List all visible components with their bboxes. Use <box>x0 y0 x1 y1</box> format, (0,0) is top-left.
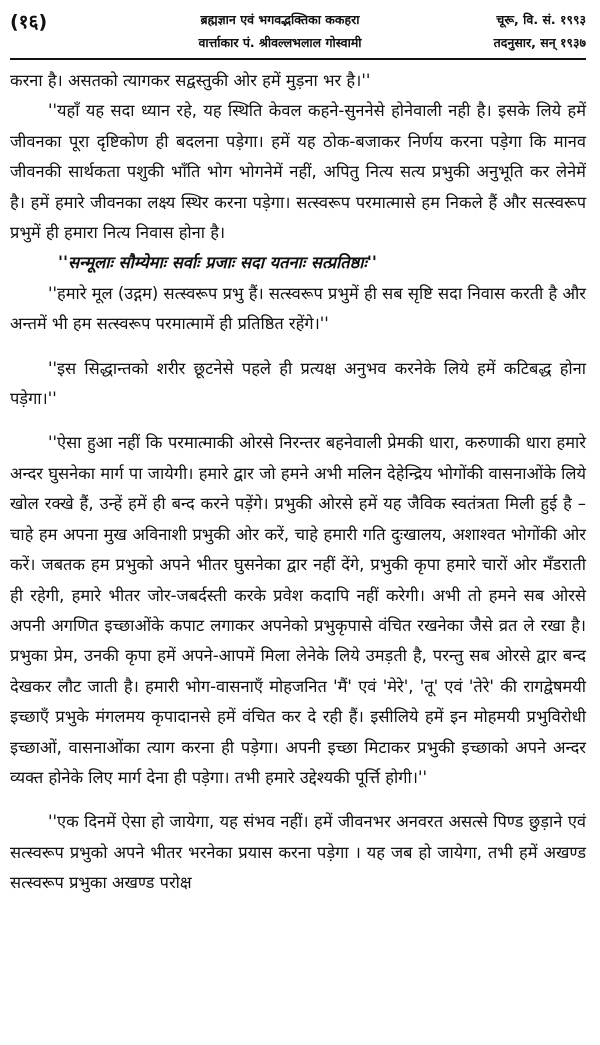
paragraph: ''इस सिद्धान्तको शरीर छूटनेसे पहले ही प्रत्यक्ष अनुभव करनेके लिये हमें कटिबद्ध होना पड़ेगा।'' <box>10 358 586 409</box>
speaker-credit: वार्त्ताकार पं. श्रीवल्लभलाल गोस्वामी <box>198 35 362 50</box>
paragraph: ''एक दिनमें ऐसा हो जायेगा, यह संभव नहीं। हमें जीवनभर अनवरत असत्से पिण्ड छुड़ाने एवं सत्स्वरूप प्रभुको अपने भीतर भरनेका प्रयास करना पड़ेगा । यह जब हो जायेगा, तभी हमें अखण्ड सत्स्वरूप प्रभुका अखण्ड परोक्ष <box>10 812 586 893</box>
book-title: ब्रह्मज्ञान एवं भगवद्भक्तिका ककहरा <box>200 12 360 27</box>
date-line-year: तदनुसार, सन् १९३७ <box>493 35 586 50</box>
sanskrit-verse: ''सन्मूलाः सौम्येमाः सर्वाः प्रजाः सदा यतनाः सत्प्रतिष्ठाः'' <box>58 253 377 273</box>
page-body <box>10 66 586 899</box>
page-number: (१६) <box>10 11 48 33</box>
page-header <box>10 6 586 58</box>
paragraph: ''हमारे मूल (उद्गम) सत्स्वरूप प्रभु हैं। सत्स्वरूप प्रभुमें ही सब सृष्टि सदा निवास करती है और अन्तमें भी हम सत्स्वरूप परमात्मामें ही प्रतिष्ठित रहेंगे।'' <box>10 283 586 334</box>
header-title-block <box>130 8 430 54</box>
header-rule <box>10 58 586 60</box>
paragraph-continuation: करना है। असतको त्यागकर सद्वस्तुकी ओर हमें मुड़ना भर है।'' <box>10 71 371 90</box>
paragraph: ''यहाँ यह सदा ध्यान रहे, यह स्थिति केवल कहने-सुननेसे होनेवाली नही है। इसके लिये हमें जीवनका पूरा दृष्टिकोण ही बदलना पड़ेगा। हमें यह ठोक-बजाकर निर्णय करना पड़ेगा कि मानव जीवनकी सार्थकता पशुकी भाँति भोग भोगनेमें नहीं, अपितु नित्य सत्य प्रभुकी अनुभूति कर लेनेमें है। हमें हमारे जीवनका लक्ष्य स्थिर करना पड़ेगा। सत्स्वरूप परमात्मासे हम निकले हैं और सत्स्वरूप प्रभुमें ही हमारा नित्य निवास होना है। <box>10 101 586 243</box>
paragraph: ''ऐसा हुआ नहीं कि परमात्माकी ओरसे निरन्तर बहनेवाली प्रेमकी धारा, करुणाकी धारा हमारे अन्दर घुसनेका मार्ग पा जायेगी। हमारे द्वार जो हमने अभी मलिन देहेन्द्रिय भोगोंकी वासनाओंके लिये खोल रक्खे हैं, उन्हें हमें ही बन्द करने पड़ेंगे। प्रभुकी ओरसे हमें यह जैविक स्वतंत्रता मिली हुई है – चाहे हम अपना मुख अविनाशी प्रभुकी ओर करें, चाहे हमारी गति दुःखालय, अशाश्वत भोगोंकी ओर करें। जबतक हम प्रभुको अपने भीतर घुसनेका द्वार नहीं देंगे, प्रभुकी कृपा हमारे चारों ओर मँडराती ही रहेगी, हमारे भीतर जोर-जबर्दस्ती करके प्रवेश कदापि नहीं करेगी। अभी तो हमने सब ओरसे अपनी अगणित इच्छाओंके कपाट लगाकर अपनेको प्रभुकृपासे वंचित रखनेका जैसे व्रत ले रखा है। प्रभुका प्रेम, उनकी कृपा हमें अपने-आपमें मिला लेनेके लिये उमड़ती है, परन्तु सब ओरसे द्वार बन्द देखकर लौट जाती है। हमारी भोग-वासनाएँ मोहजनित 'मैं' एवं 'मेरे', 'तू' एवं 'तेरे' की रागद्वेषमयी इच्छाएँ प्रभुके मंगलमय कृपादानसे हमें वंचित कर दे रही हैं। इसीलिये हमें इन मोहमयी प्रभुविरोधी इच्छाओं, वासनाओंका त्याग करना ही पड़ेगा। अपनी इच्छा मिटाकर प्रभुकी इच्छाको अपने अन्दर व्यक्त होनेके लिए मार्ग देना ही पड़ेगा। तभी हमारे उद्देश्यकी पूर्त्ति होगी।'' <box>10 433 586 787</box>
date-line-samvat: चूरू, वि. सं. १९९३ <box>496 12 586 27</box>
header-date-block <box>426 8 586 54</box>
